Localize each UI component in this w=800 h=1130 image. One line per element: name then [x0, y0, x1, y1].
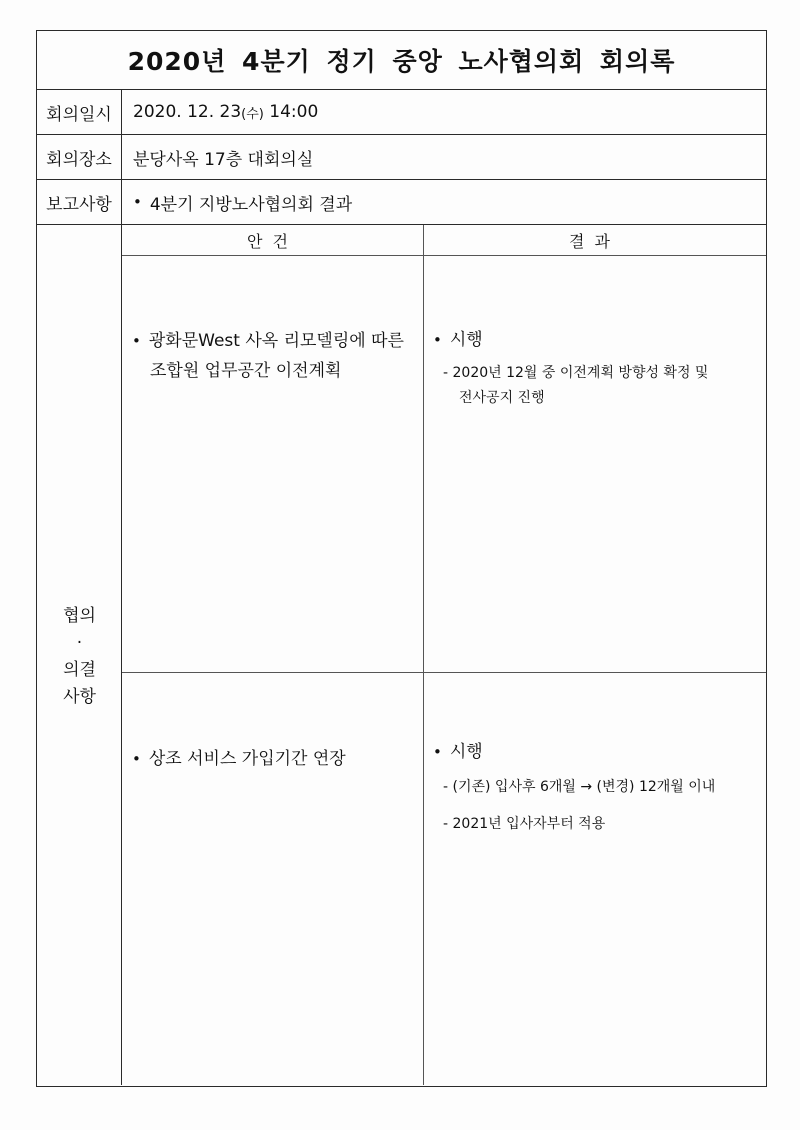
report-row	[37, 180, 766, 225]
result-item-1-detail1: - 2020년 12월 중 이전계획 방향성 확정 및	[443, 365, 709, 381]
meeting-date-row	[37, 90, 766, 135]
meeting-weekday: (수)	[241, 106, 264, 122]
meeting-place-row	[37, 135, 766, 180]
agreements-header-row	[122, 225, 766, 256]
title-row	[37, 31, 766, 90]
result-item-1	[433, 326, 708, 411]
bullet-icon: •	[132, 332, 141, 350]
minutes-table	[36, 30, 767, 1087]
agenda-item-1	[132, 326, 404, 386]
agreements-label	[37, 603, 122, 711]
agreements-section	[37, 225, 766, 1085]
report-label: 보고사항	[37, 180, 122, 224]
meeting-place-label: 회의장소	[37, 135, 122, 179]
result-item-2	[433, 738, 715, 837]
meeting-date: 2020. 12. 23	[133, 102, 242, 122]
result-item-2-detail2: - 2021년 입사자부터 적용	[443, 816, 606, 832]
bullet-icon: •	[433, 331, 442, 349]
result-item-2-detail1: - (기존) 입사후 6개월 → (변경) 12개월 이내	[443, 779, 716, 795]
meeting-place-value: 분당사옥 17층 대회의실	[133, 149, 314, 170]
report-value	[133, 180, 352, 224]
agreements-label-column	[37, 225, 122, 1085]
agenda-item-2-line1: • 상조 서비스 가입기간 연장	[132, 744, 346, 774]
document-title: 2020년 4분기 정기 중앙 노사협의회 회의록	[127, 47, 676, 76]
agenda-item-2	[132, 744, 346, 774]
agreements-label-line3: 의결	[63, 660, 96, 680]
meeting-time: 14:00	[269, 102, 319, 122]
meeting-date-label: 회의일시	[37, 90, 122, 134]
column-divider	[423, 225, 424, 1085]
result-item-1-head: • 시행	[433, 326, 708, 354]
result-item-2-head: • 시행	[433, 738, 715, 766]
agenda-item-1-line1: • 광화문West 사옥 리모델링에 따른	[132, 326, 404, 356]
agreements-label-line4: 사항	[63, 687, 96, 707]
bullet-icon: •	[132, 750, 141, 768]
agreements-label-dot: ·	[76, 633, 83, 653]
item-divider	[122, 672, 766, 673]
agenda-item-1-line2: 조합원 업무공간 이전계획	[150, 361, 342, 381]
column-header-result: 결과	[569, 231, 620, 251]
bullet-icon: •	[133, 193, 142, 211]
agreements-label-line1: 협의	[63, 606, 96, 626]
meeting-date-value	[133, 90, 318, 134]
result-item-1-detail2: 전사공지 진행	[459, 390, 545, 406]
bullet-icon: •	[433, 743, 442, 761]
column-header-agenda: 안건	[247, 231, 298, 251]
report-text: 4분기 지방노사협의회 결과	[149, 194, 353, 215]
